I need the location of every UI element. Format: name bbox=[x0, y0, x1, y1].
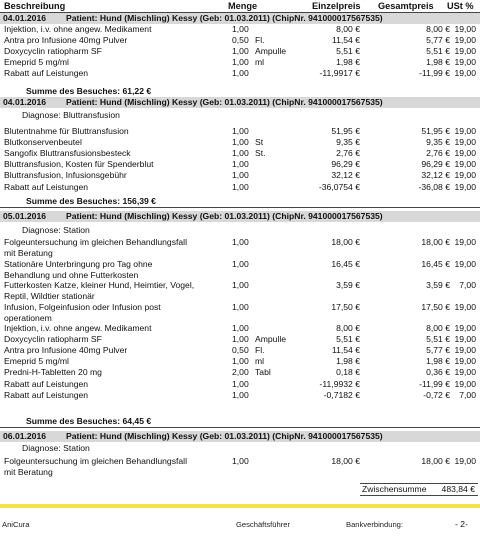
visit-patient: Patient: Hund (Mischling) Kessy (Geb: 01.03.2011) (ChipNr. 941000017567535) bbox=[66, 97, 383, 107]
diagnosis-line bbox=[0, 443, 480, 454]
visit-date: 05.01.2016 bbox=[3, 211, 47, 221]
line-item bbox=[0, 182, 480, 193]
line-item-unit-price: -11,9917 € bbox=[319, 68, 360, 79]
line-item-total: -36,08 € bbox=[418, 181, 450, 192]
line-item-unit-price: 51,95 € bbox=[331, 126, 360, 136]
line-item-quantity: 1,00 bbox=[232, 378, 249, 389]
line-item-quantity: 1,00 bbox=[232, 280, 249, 290]
footer-management: Geschäftsführer bbox=[236, 520, 291, 529]
zwischensumme-value: 483,84 € bbox=[441, 484, 475, 494]
line-item-quantity: 1,00 bbox=[232, 456, 249, 466]
line-item-unit: Fl. bbox=[255, 35, 265, 46]
line-item-unit-price: 5,51 € bbox=[336, 46, 360, 57]
line-item-description: Futterkosten Katze, kleiner Hund, Heimtier, Vogel, bbox=[4, 280, 195, 290]
line-item-total: 17,50 € bbox=[421, 301, 450, 312]
line-item-vat: 19,00 bbox=[454, 137, 476, 148]
line-item bbox=[0, 356, 480, 367]
line-item-description-cont: operationem bbox=[4, 312, 52, 323]
col-header-beschreibung: Beschreibung bbox=[4, 1, 66, 11]
line-item-vat: 19,00 bbox=[454, 68, 476, 79]
line-item-unit-price: 8,00 € bbox=[336, 24, 360, 34]
line-item-vat: 19,00 bbox=[454, 367, 476, 378]
line-item-description: Injektion, i.v. ohne angew. Medikament bbox=[4, 24, 152, 34]
line-item-quantity: 1,00 bbox=[232, 334, 249, 345]
line-item-vat: 19,00 bbox=[454, 24, 476, 34]
line-item bbox=[0, 367, 480, 378]
line-item-unit-price: 8,00 € bbox=[336, 323, 360, 333]
line-item bbox=[0, 323, 480, 334]
diagnosis-line bbox=[0, 110, 480, 121]
visit-header bbox=[0, 13, 480, 24]
line-item-total: 1,98 € bbox=[426, 356, 450, 367]
line-item-unit-price: 1,98 € bbox=[336, 57, 360, 68]
line-item-total: 5,77 € bbox=[426, 35, 450, 46]
line-item-unit: ml bbox=[255, 356, 265, 367]
line-item-quantity: 1,00 bbox=[232, 137, 249, 148]
line-item-vat: 19,00 bbox=[454, 126, 476, 136]
line-item bbox=[0, 345, 480, 356]
line-item-unit: Fl. bbox=[255, 345, 265, 356]
line-item-description: Rabatt auf Leistungen bbox=[4, 378, 89, 389]
line-item bbox=[0, 148, 480, 159]
line-item-total: 18,00 € bbox=[421, 237, 450, 247]
line-item-unit: St. bbox=[255, 148, 266, 159]
line-item-unit: Ampulle bbox=[255, 334, 287, 345]
line-item-description: Doxycyclin ratiopharm SF bbox=[4, 334, 102, 345]
visit-total: Summe des Besuches: 64,45 € bbox=[26, 416, 152, 426]
line-item-total: 3,59 € bbox=[426, 280, 450, 290]
line-item-description: Folgeuntersuchung im gleichen Behandlungsfall bbox=[4, 456, 187, 466]
line-item-total: 5,77 € bbox=[426, 345, 450, 356]
line-item-vat: 19,00 bbox=[454, 378, 476, 389]
line-item-vat: 19,00 bbox=[454, 46, 476, 57]
line-item-quantity: 1,00 bbox=[232, 301, 249, 312]
col-header-menge: Menge bbox=[228, 1, 258, 11]
line-item-total: 32,12 € bbox=[421, 170, 450, 181]
line-item-vat: 7,00 bbox=[459, 389, 476, 400]
visit-date: 04.01.2016 bbox=[3, 97, 47, 107]
line-item-unit-price: 3,59 € bbox=[336, 280, 360, 290]
line-item-unit-price: 11,54 € bbox=[331, 35, 360, 46]
line-item-description: Stationäre Unterbringung pro Tag ohne bbox=[4, 258, 153, 269]
line-item-quantity: 1,00 bbox=[232, 46, 249, 57]
line-item-vat: 19,00 bbox=[454, 237, 476, 247]
line-item-description: Bluttransfusion, Kosten für Spenderblut bbox=[4, 159, 154, 170]
visit-divider bbox=[0, 207, 480, 208]
visit-patient: Patient: Hund (Mischling) Kessy (Geb: 01.03.2011) (ChipNr. 941000017567535) bbox=[66, 211, 383, 221]
visit-date: 06.01.2016 bbox=[3, 431, 47, 441]
line-item-unit-price: 2,76 € bbox=[336, 148, 360, 159]
line-item-quantity: 1,00 bbox=[232, 389, 249, 400]
line-item bbox=[0, 68, 480, 79]
line-item-total: 51,95 € bbox=[421, 126, 450, 136]
line-item-description: Rabatt auf Leistungen bbox=[4, 389, 89, 400]
line-item-quantity: 1,00 bbox=[232, 258, 249, 269]
line-item-total: -11,99 € bbox=[419, 378, 450, 389]
line-item-description: Injektion, i.v. ohne angew. Medikament bbox=[4, 323, 152, 333]
line-item-description: Infusion, Folgeinfusion oder Infusion post bbox=[4, 301, 161, 312]
line-item-quantity: 1,00 bbox=[232, 68, 249, 79]
line-item-vat: 19,00 bbox=[454, 258, 476, 269]
line-item-description: Rabatt auf Leistungen bbox=[4, 68, 89, 79]
line-item bbox=[0, 137, 480, 148]
zwischensumme-box bbox=[360, 483, 478, 496]
line-item-vat: 19,00 bbox=[454, 345, 476, 356]
line-item-unit-price: 9,35 € bbox=[336, 137, 360, 148]
line-item-quantity: 1,00 bbox=[232, 323, 249, 333]
line-item-total: 9,35 € bbox=[426, 137, 450, 148]
line-item-unit-price: 16,45 € bbox=[331, 258, 360, 269]
line-item-unit-price: 17,50 € bbox=[331, 301, 360, 312]
visit-total: Summe des Besuches: 156,39 € bbox=[26, 196, 156, 206]
line-item-total: 8,00 € bbox=[426, 323, 450, 333]
line-item-description: Rabatt auf Leistungen bbox=[4, 181, 89, 192]
line-item-unit: ml bbox=[255, 57, 265, 68]
line-item-description: Antra pro Infusione 40mg Pulver bbox=[4, 345, 128, 356]
line-item-description: Blutentnahme für Bluttransfusion bbox=[4, 126, 129, 136]
line-item bbox=[0, 46, 480, 57]
line-item bbox=[0, 302, 480, 324]
line-item-total: 96,29 € bbox=[421, 159, 450, 170]
line-item-unit-price: 1,98 € bbox=[336, 356, 360, 367]
line-item-vat: 19,00 bbox=[454, 181, 476, 192]
footer-divider bbox=[0, 504, 480, 508]
line-item-unit-price: 11,54 € bbox=[331, 345, 360, 356]
line-item-description: Folgeuntersuchung im gleichen Behandlungsfall bbox=[4, 237, 187, 247]
line-item-total: -0,72 € bbox=[423, 389, 450, 400]
line-item bbox=[0, 280, 480, 302]
line-item-quantity: 1,00 bbox=[232, 237, 249, 247]
line-item-description: Emeprid 5 mg/ml bbox=[4, 57, 69, 68]
line-item bbox=[0, 259, 480, 281]
line-item-total: 8,00 € bbox=[426, 24, 450, 34]
zwischensumme-label: Zwischensumme bbox=[362, 484, 427, 494]
line-item-quantity: 1,00 bbox=[232, 24, 249, 34]
line-item bbox=[0, 390, 480, 401]
line-item-description-cont: mit Beratung bbox=[4, 248, 53, 258]
line-item-vat: 19,00 bbox=[454, 356, 476, 367]
line-item-unit-price: 18,00 € bbox=[331, 237, 360, 247]
line-item-quantity: 2,00 bbox=[232, 367, 249, 378]
line-item-vat: 7,00 bbox=[459, 280, 476, 290]
line-item-total: 0,36 € bbox=[426, 367, 450, 378]
line-item-vat: 19,00 bbox=[454, 170, 476, 181]
line-item-quantity: 1,00 bbox=[232, 57, 249, 68]
footer-bank: Bankverbindung: bbox=[346, 520, 403, 529]
line-item-unit: Tabl bbox=[255, 367, 271, 378]
line-item-unit-price: 0,18 € bbox=[336, 367, 360, 378]
line-item-unit-price: 18,00 € bbox=[331, 456, 360, 466]
visit-header bbox=[0, 431, 480, 442]
line-item-unit-price: 32,12 € bbox=[331, 170, 360, 181]
line-item-total: 1,98 € bbox=[426, 57, 450, 68]
line-item-vat: 19,00 bbox=[454, 35, 476, 46]
visit-total: Summe des Besuches: 61,22 € bbox=[26, 86, 152, 96]
line-item-description: Antra pro Infusione 40mg Pulver bbox=[4, 35, 128, 46]
line-item-unit: St bbox=[255, 137, 264, 148]
line-item-unit: Ampulle bbox=[255, 46, 287, 57]
line-item-vat: 19,00 bbox=[454, 323, 476, 333]
line-item-quantity: 1,00 bbox=[232, 170, 249, 181]
line-item-unit-price: 5,51 € bbox=[336, 334, 360, 345]
line-item-quantity: 1,00 bbox=[232, 356, 249, 367]
line-item-total: 5,51 € bbox=[426, 46, 450, 57]
line-item-description: Bluttransfusion, Infusionsgebühr bbox=[4, 170, 127, 181]
visit-date: 04.01.2016 bbox=[3, 13, 47, 23]
line-item-unit-price: -11,9932 € bbox=[319, 378, 360, 389]
line-item-unit-price: 96,29 € bbox=[331, 159, 360, 170]
diagnosis-text: Diagnose: Bluttransfusion bbox=[22, 110, 120, 120]
line-item bbox=[0, 237, 480, 259]
table-header bbox=[0, 0, 480, 12]
line-item bbox=[0, 379, 480, 390]
line-item-total: 2,76 € bbox=[426, 148, 450, 159]
line-item bbox=[0, 126, 480, 137]
visit-header bbox=[0, 211, 480, 222]
line-item-total: -11,99 € bbox=[419, 68, 450, 79]
line-item-quantity: 1,00 bbox=[232, 148, 249, 159]
visit-patient: Patient: Hund (Mischling) Kessy (Geb: 01.03.2011) (ChipNr. 941000017567535) bbox=[66, 13, 383, 23]
line-item bbox=[0, 57, 480, 68]
line-item-vat: 19,00 bbox=[454, 334, 476, 345]
line-item bbox=[0, 159, 480, 170]
diagnosis-text: Diagnose: Station bbox=[22, 225, 90, 235]
line-item-description: Blutkonservenbeutel bbox=[4, 137, 82, 148]
line-item-description-cont: mit Beratung bbox=[4, 467, 53, 477]
visit-patient: Patient: Hund (Mischling) Kessy (Geb: 01.03.2011) (ChipNr. 941000017567535) bbox=[66, 431, 383, 441]
line-item-unit-price: -36,0754 € bbox=[318, 181, 360, 192]
line-item-description: Doxycyclin ratiopharm SF bbox=[4, 46, 102, 57]
line-item-description-cont: Behandlung und ohne Futterkosten bbox=[4, 269, 139, 280]
line-item-vat: 19,00 bbox=[454, 57, 476, 68]
line-item-vat: 19,00 bbox=[454, 456, 476, 466]
line-item bbox=[0, 35, 480, 46]
line-item-vat: 19,00 bbox=[454, 301, 476, 312]
line-item-description: Emeprid 5 mg/ml bbox=[4, 356, 69, 367]
diagnosis-text: Diagnose: Station bbox=[22, 443, 90, 453]
line-item-total: 16,45 € bbox=[421, 258, 450, 269]
line-item-quantity: 0,50 bbox=[232, 345, 249, 356]
line-item-unit-price: -0,7182 € bbox=[323, 389, 360, 400]
col-header-gesamtpreis: Gesamtpreis bbox=[378, 1, 434, 11]
line-item-description: Predni-H-Tabletten 20 mg bbox=[4, 367, 102, 378]
line-item-total: 5,51 € bbox=[426, 334, 450, 345]
line-item-quantity: 1,00 bbox=[232, 181, 249, 192]
line-item-quantity: 0,50 bbox=[232, 35, 249, 46]
line-item-quantity: 1,00 bbox=[232, 159, 249, 170]
col-header-einzelpreis: Einzelpreis bbox=[312, 1, 361, 11]
line-item-total: 18,00 € bbox=[421, 456, 450, 466]
line-item bbox=[0, 334, 480, 345]
line-item bbox=[0, 24, 480, 35]
line-item-vat: 19,00 bbox=[454, 159, 476, 170]
line-item-description: Sangofix Bluttransfusionsbesteck bbox=[4, 148, 131, 159]
line-item bbox=[0, 170, 480, 181]
visit-divider bbox=[0, 427, 480, 428]
page-number: - 2- bbox=[455, 519, 468, 529]
footer-company: AniCura bbox=[2, 520, 30, 529]
line-item-description-cont: Reptil, Wildtier stationär bbox=[4, 291, 95, 301]
line-item-vat: 19,00 bbox=[454, 148, 476, 159]
diagnosis-line bbox=[0, 225, 480, 236]
visit-header bbox=[0, 97, 480, 108]
line-item-quantity: 1,00 bbox=[232, 126, 249, 136]
col-header-ust: USt % bbox=[447, 1, 474, 11]
line-item bbox=[0, 456, 480, 478]
